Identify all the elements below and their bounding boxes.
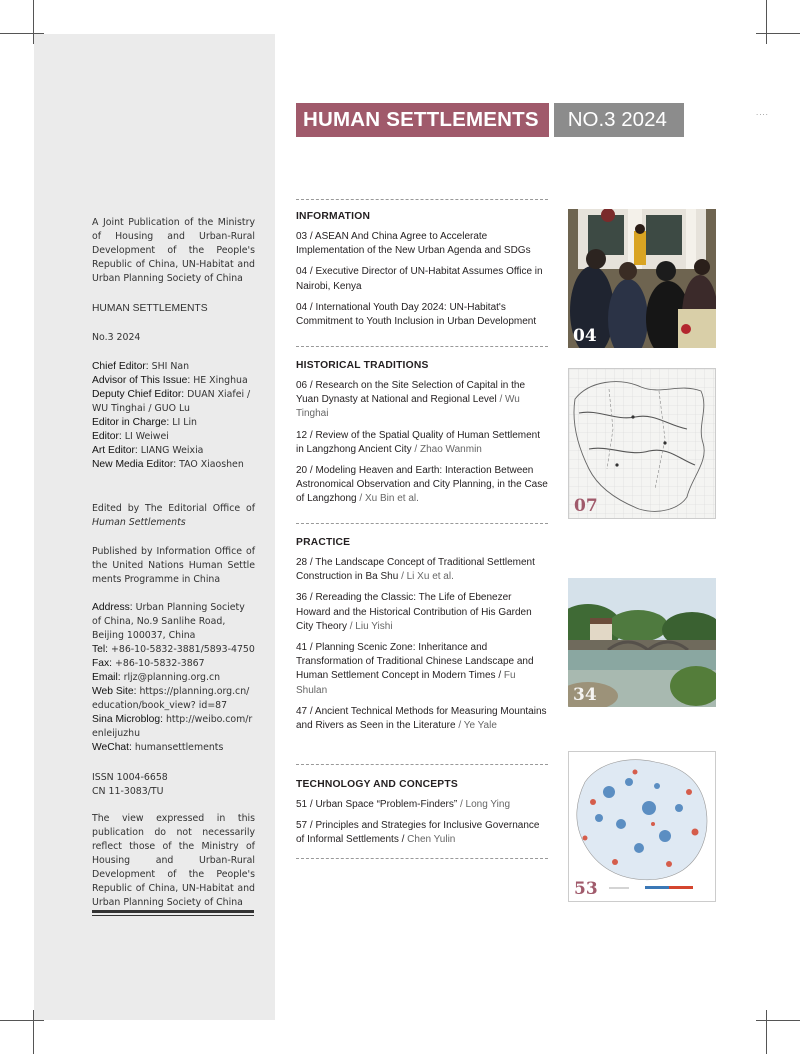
section-heading: TECHNOLOGY AND CONCEPTS [296,779,458,790]
section-heading: PRACTICE [296,537,351,548]
toc-entry[interactable]: 06 / Research on the Site Selection of Capital in the Yuan Dynasty at National and Regional Level / Wu Tinghai [296,380,526,420]
staff-item: Deputy Chief Editor: DUAN Xiafei / WU Tinghai / GUO Lu [92,389,251,414]
section-divider [296,764,548,765]
toc-entry[interactable]: 36 / Rereading the Classic: The Life of Ebenezer Howard and the Historical Contribution of His Garden City Theory / Liu Yishi [296,592,532,632]
crop-mark [756,33,800,34]
sidebar-rule [92,910,254,913]
disclaimer: The view expressed in this publication do not necessarily reflect those of the Ministry of Housing and Urban-Rural Development of the People's Republic of China, UN-Habitat and Urban Planning Society of China [92,813,255,908]
contact-address: Address: Urban Planning Society of China, No.9 Sanlihe Road, Beijing 100037, China [92,602,245,641]
contact-tel: Tel: +86-10-5832-3881/5893-4750 [92,644,255,655]
toc-entry[interactable]: 47 / Ancient Technical Methods for Measuring Mountains and Rivers as Seen in the Literature / Ye Yale [296,705,547,732]
edited-by: Edited by The Editorial Office of Human Settlements [92,503,255,528]
crop-mark [766,1010,767,1054]
page-number-badge: 04 [573,326,597,346]
staff-item: New Media Editor: TAO Xiaoshen [92,459,244,470]
toc-section-technology [296,779,548,855]
issn: ISSN 1004-6658 [92,772,168,783]
published-by: Published by Information Office of the United Nations Human Settle ments Programme in China [92,546,255,585]
page-number-badge: 53 [574,879,598,899]
section-heading: INFORMATION [296,211,371,222]
toc-section-practice [296,537,548,740]
toc-entry[interactable]: 28 / The Landscape Concept of Traditional Settlement Construction in Ba Shu / Li Xu et al. [296,557,535,583]
crop-mark [0,1020,44,1021]
thumbnail-bridge-landscape [568,578,716,707]
staff-item: Editor in Charge: LI Lin [92,417,198,428]
staff-item: Art Editor: LIANG Weixia [92,445,204,456]
toc-entry[interactable]: 51 / Urban Space “Problem-Finders” / Long Ying [296,799,511,810]
toc-entry[interactable]: 04 / Executive Director of UN-Habitat Assumes Office in Nairobi, Kenya [296,266,543,292]
toc-section-historical [296,360,548,514]
crop-mark [766,0,767,44]
thumbnail-heat-map [568,751,716,902]
contact-email: Email: rljz@planning.org.cn [92,672,221,683]
toc-entry[interactable]: 03 / ASEAN And China Agree to Accelerate Implementation of the New Urban Agenda and SDGs [296,231,531,257]
sidebar-rule [92,915,254,916]
crop-mark [756,1020,800,1021]
contact-block [92,601,255,755]
section-divider [296,523,548,524]
section-divider [296,199,548,200]
masthead-title: HUMAN SETTLEMENTS [296,103,549,137]
page-number-badge: 34 [573,685,597,705]
contact-weibo: Sina Microblog: http://weibo.com/renleijuzhu [92,714,253,739]
sidebar-issue: No.3 2024 [92,332,141,343]
sidebar-intro: A Joint Publication of the Ministry of Housing and Urban-Rural Development of the People's Republic of China, UN-Habitat and Urban Planning Society of China [92,217,255,284]
thumbnail-historical-map [568,368,716,519]
masthead [296,103,684,137]
staff-list [92,360,255,472]
thumbnail-reception-photo [568,209,716,348]
contact-website: Web Site: https://planning.org.cn/education/book_view? id=87 [92,686,250,711]
toc-section-information [296,211,548,336]
staff-item: Editor: LI Weiwei [92,431,169,442]
staff-item: Chief Editor: SHI Nan [92,361,190,372]
toc-entry[interactable]: 04 / International Youth Day 2024: UN-Habitat's Commitment to Youth Inclusion in Urban Development [296,301,537,328]
section-divider [296,346,548,347]
contact-wechat: WeChat: humansettlements [92,742,224,753]
toc-entry[interactable]: 41 / Planning Scenic Zone: Inheritance and Transformation of Traditional Chinese Landscape and Human Settlement Concept in Modern Times / Fu Shulan [296,642,534,696]
section-heading: HISTORICAL TRADITIONS [296,360,429,371]
page-number-badge: 07 [574,496,598,516]
sidebar-journal-name: HUMAN SETTLEMENTS [92,303,208,314]
cn-number: CN 11-3083/TU [92,786,164,797]
contact-fax: Fax: +86-10-5832-3867 [92,658,205,669]
section-divider [296,858,548,859]
toc-entry[interactable]: 57 / Principles and Strategies for Inclusive Governance of Informal Settlements / Chen Yulin [296,820,540,846]
toc-entry[interactable]: 20 / Modeling Heaven and Earth: Interaction Between Astronomical Observation and City Planning, in the Case of Langzhong / Xu Bin et al. [296,465,548,505]
toc-entry[interactable]: 12 / Review of the Spatial Quality of Human Settlement in Langzhong Ancient City / Zhao Wanmin [296,429,541,455]
masthead-issue: NO.3 2024 [554,103,684,137]
staff-item: Advisor of This Issue: HE Xinghua [92,375,248,386]
dots-mark: .... [756,108,769,117]
